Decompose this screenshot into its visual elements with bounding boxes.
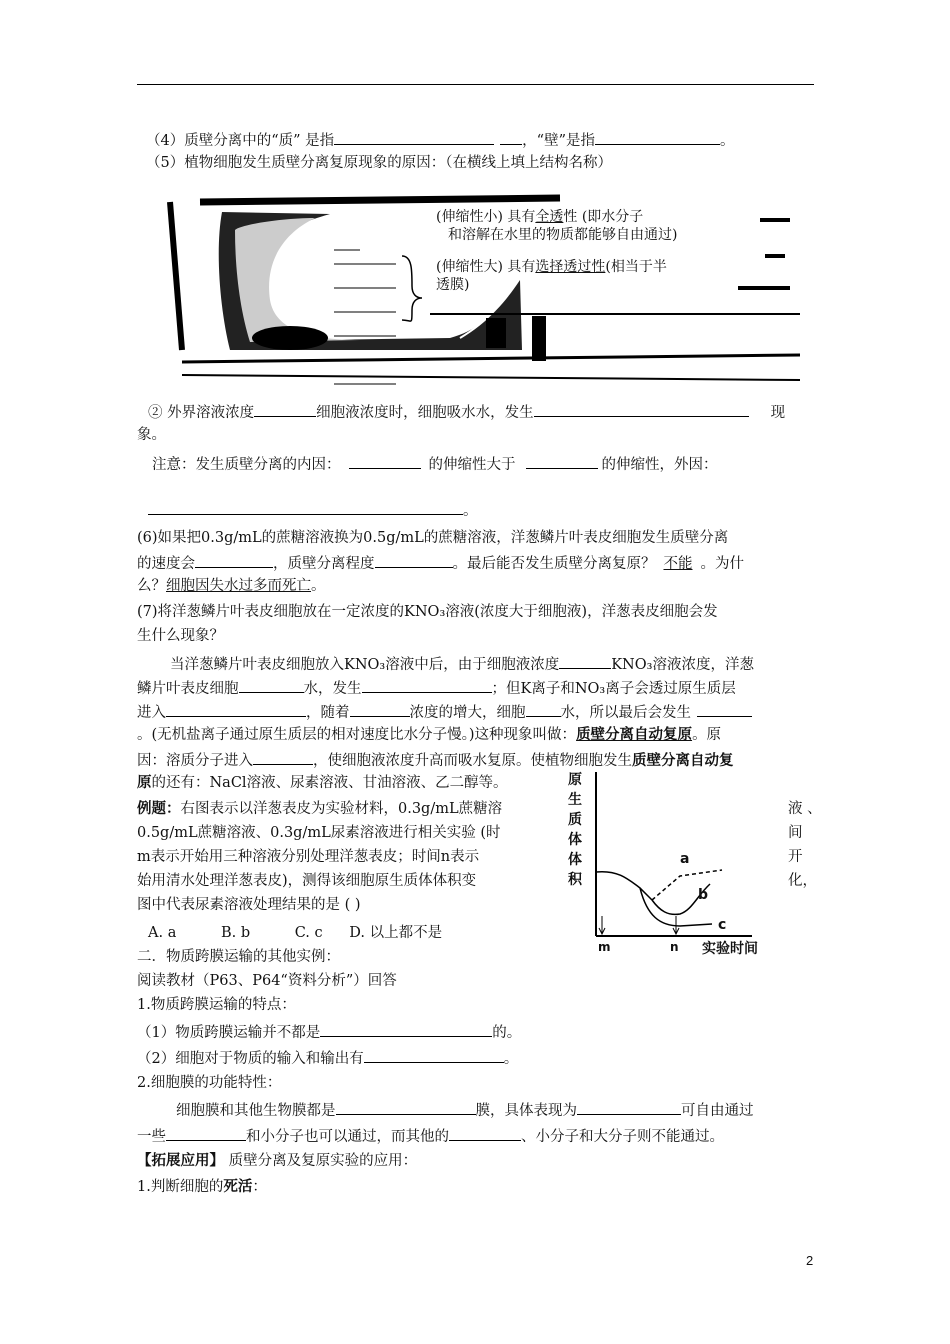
question-5: （5）植物细胞发生质壁分离复原现象的原因：（在横线上填上结构名称） [146,155,612,171]
blank[interactable] [336,1098,476,1115]
blank[interactable] [595,128,720,145]
protoplast-volume-graph [562,766,772,966]
point-2-title: 2.细胞膜的功能特性： [137,1075,282,1091]
q7-line-8: 原的还有：NaCl溶液、尿素溶液、甘油溶液、乙二醇等。 [137,774,508,791]
option-a[interactable]: A. a [148,925,177,941]
blank[interactable] [254,400,316,417]
blank[interactable] [334,128,494,145]
example-right-2: 间 [788,825,803,841]
note-line-2: 。 [148,498,478,522]
section-2-title: 二．物质跨膜运输的其他实例： [137,949,340,965]
read-instruction: 阅读教材（P63、P64“资料分析”）回答 [137,973,397,989]
q6-line-1: (6)如果把0.3g/mL的蔗糖溶液换为0.5g/mL的蔗糖溶液，洋葱鳞片叶表皮细胞发生质壁分离 [137,530,729,546]
blank[interactable] [364,1046,504,1063]
note-line: 注意：发生质壁分离的内因： 的伸缩性大于 的伸缩性，外因： [152,452,718,476]
blank[interactable] [148,498,463,515]
blank[interactable] [166,700,306,717]
point-1a: （1）物质跨膜运输并不都是 的。 [137,1020,521,1044]
graph-y-label: 原 生 质 体 体 积 [568,772,582,888]
blank[interactable] [559,652,611,669]
question-4: （4）质壁分离中的“质” 是指 ，“壁”是指 。 [146,128,735,152]
blank[interactable] [375,551,453,568]
graph-m-label: m [598,940,611,954]
blank[interactable] [526,452,598,469]
cell-wall-note-2: 和溶解在水里的物质都能够自由通过) [448,227,678,243]
example-line-3: m表示开始用三种溶液分别处理洋葱表皮；时间n表示 [137,849,480,865]
blank[interactable] [362,676,492,693]
example-line-4: 始用清水处理洋葱表皮)，测得该细胞原生质体体积变 [137,873,477,889]
point-2: ② 外界溶液浓度 细胞液浓度时，细胞吸水水，发生 现 [148,400,785,424]
point-1: 1.物质跨膜运输的特点： [137,997,296,1013]
graph-x-label: 实验时间 [702,941,758,957]
q7-line-4: 鳞片叶表皮细胞 水，发生 ；但K离子和NO₃离子会透过原生质层 [137,676,736,700]
example-line-1: 例题：右图表示以洋葱表皮为实验材料，0.3g/mL蔗糖溶 [137,800,503,817]
point-2b: 一些 和小分子也可以通过，而其他的 、小分子和大分子则不能通过。 [137,1124,724,1148]
cell-wall-note: (伸缩性小) 具有全透性 (即水分子 [436,209,644,225]
q7-line-1: (7)将洋葱鳞片叶表皮细胞放在一定浓度的KNO₃溶液(浓度大于细胞液)，洋葱表皮细胞会发 [137,604,718,620]
curve-b-label: b [698,887,709,903]
protoplast-note: (伸缩性大) 具有选择透过性(相当于半 [436,259,667,275]
blank[interactable] [697,700,752,717]
option-c[interactable]: C. c [294,925,323,941]
graph-n-label: n [670,940,679,954]
point-2-cont: 象。 [137,427,166,443]
blank[interactable] [195,551,273,568]
option-b[interactable]: B. b [220,925,251,941]
extension-item-1: 1.判断细胞的死活： [137,1178,267,1195]
blank[interactable] [320,1020,492,1037]
example-right-4: 化， [788,873,817,889]
extension-heading: 【拓展应用】 质壁分离及复原实验的应用： [137,1152,418,1169]
point-1b: （2）细胞对于物质的输入和输出有 。 [137,1046,518,1070]
example-right-3: 开 [788,849,803,865]
q7-line-3: 当洋葱鳞片叶表皮细胞放入KNO₃溶液中后，由于细胞液浓度 KNO₃溶液浓度，洋葱 [170,652,754,676]
blank[interactable] [349,452,421,469]
blank[interactable] [166,1124,246,1141]
example-options [148,922,442,944]
blank[interactable] [253,748,313,765]
blank[interactable] [239,676,304,693]
example-right-1: 液 、 [788,801,822,817]
plant-cell-diagram [160,190,810,390]
q6-line-2: 的速度会 ，质壁分离程度 。最后能否发生质壁分离复原？ 不能 。为什 [137,551,744,575]
q6-line-3: 么？细胞因失水过多而死亡。 [137,578,326,594]
blank[interactable] [449,1124,521,1141]
blank[interactable] [350,700,410,717]
point-2a: 细胞膜和其他生物膜都是 膜，具体表现为 可自由通过 [176,1098,754,1122]
q7-line-5: 进入 ，随着 浓度的增大，细胞 水，所以最后会发生 [137,700,752,724]
curve-c-label: c [718,917,727,933]
q7-line-2: 生什么现象？ [137,628,224,644]
blank[interactable] [500,128,522,145]
header-rule [137,84,814,85]
blank[interactable] [534,400,749,417]
page-number: 2 [806,1253,814,1268]
option-d[interactable]: D. 以上都不是 [349,925,443,941]
protoplast-note-2: 透膜) [436,277,470,293]
q7-line-6: 。(无机盐离子通过原生质层的相对速度比水分子慢。)这种现象叫做：质壁分离自动复原。原 [137,726,722,743]
q7-line-7: 因：溶质分子进入 ，使细胞液浓度升高而吸水复原。使植物细胞发生质壁分离自动复 [137,748,734,772]
blank[interactable] [526,700,561,717]
blank[interactable] [577,1098,681,1115]
example-line-2: 0.5g/mL蔗糖溶液、0.3g/mL尿素溶液进行相关实验 (时 [137,825,501,841]
example-line-5: 图中代表尿素溶液处理结果的是 ( ) [137,897,361,913]
curve-a-label: a [680,851,690,867]
